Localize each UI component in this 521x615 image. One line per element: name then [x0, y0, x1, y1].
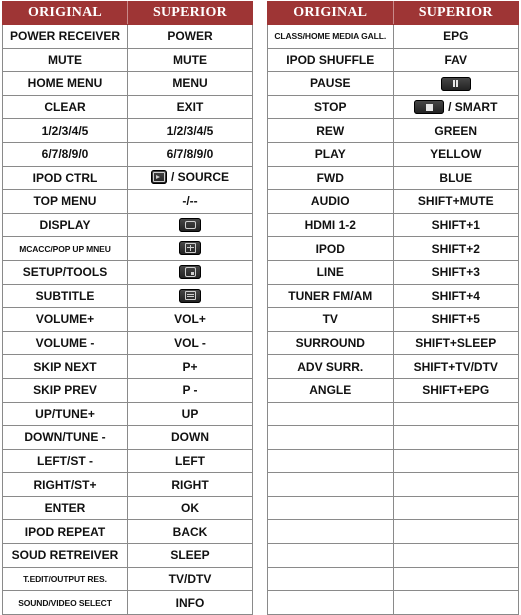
subtitle-button-icon	[179, 289, 201, 303]
superior-key-cell	[128, 213, 253, 237]
left-table-row	[3, 426, 253, 450]
original-key-cell: T.EDIT/OUTPUT RES.	[3, 567, 128, 591]
left-table-row	[3, 213, 253, 237]
left-table-row	[3, 520, 253, 544]
empty-cell	[393, 520, 519, 544]
right-empty-row	[268, 473, 519, 497]
left-table-row	[3, 402, 253, 426]
superior-key-cell: POWER	[128, 25, 253, 49]
left-table-row	[3, 142, 253, 166]
superior-key-content	[179, 241, 201, 255]
original-key-cell: ADV SURR.	[268, 355, 394, 379]
original-key-cell: POWER RECEIVER	[3, 25, 128, 49]
original-key-cell: IPOD REPEAT	[3, 520, 128, 544]
right-table-row	[268, 308, 519, 332]
empty-cell	[393, 473, 519, 497]
left-table-row	[3, 260, 253, 284]
right-table-row	[268, 95, 519, 119]
left-table-row	[3, 95, 253, 119]
original-key-cell: DISPLAY	[3, 213, 128, 237]
original-key-cell: SKIP NEXT	[3, 355, 128, 379]
left-table-row	[3, 473, 253, 497]
superior-key-cell: OK	[128, 496, 253, 520]
right-table-row	[268, 166, 519, 190]
empty-cell	[268, 544, 394, 568]
superior-key-cell	[128, 166, 253, 190]
right-mapping-table	[267, 1, 519, 615]
superior-key-cell: SHIFT+2	[393, 237, 519, 261]
left-table-row	[3, 237, 253, 261]
left-table-row	[3, 48, 253, 72]
right-table-row	[268, 213, 519, 237]
empty-cell	[268, 567, 394, 591]
original-key-cell: SUBTITLE	[3, 284, 128, 308]
superior-key-cell: -/--	[128, 190, 253, 214]
stop-button-icon	[414, 100, 444, 114]
right-header-original: ORIGINAL	[268, 2, 394, 25]
right-table-row	[268, 378, 519, 402]
empty-cell	[393, 402, 519, 426]
right-empty-row	[268, 591, 519, 615]
empty-cell	[393, 496, 519, 520]
right-table-row	[268, 48, 519, 72]
original-key-cell: SOUND/VIDEO SELECT	[3, 591, 128, 615]
right-table-row	[268, 142, 519, 166]
original-key-cell: SOUD RETREIVER	[3, 544, 128, 568]
superior-key-cell: DOWN	[128, 426, 253, 450]
original-key-cell: STOP	[268, 95, 394, 119]
superior-key-cell: 1/2/3/4/5	[128, 119, 253, 143]
original-key-cell: SETUP/TOOLS	[3, 260, 128, 284]
superior-key-cell	[128, 237, 253, 261]
right-table-row	[268, 260, 519, 284]
superior-key-cell: FAV	[393, 48, 519, 72]
right-table-row	[268, 72, 519, 96]
superior-key-cell: SHIFT+5	[393, 308, 519, 332]
right-table-row	[268, 119, 519, 143]
empty-cell	[393, 591, 519, 615]
superior-key-cell: MUTE	[128, 48, 253, 72]
original-key-cell: HOME MENU	[3, 72, 128, 96]
left-table-row	[3, 308, 253, 332]
left-table-row	[3, 190, 253, 214]
superior-key-cell: BLUE	[393, 166, 519, 190]
left-table-row	[3, 544, 253, 568]
empty-cell	[393, 449, 519, 473]
info-plus-button-icon	[179, 241, 201, 255]
original-key-cell: ENTER	[3, 496, 128, 520]
left-header-row	[3, 2, 253, 25]
right-table-row	[268, 355, 519, 379]
right-header-row	[268, 2, 519, 25]
left-mapping-table	[2, 1, 253, 615]
superior-key-cell: SHIFT+3	[393, 260, 519, 284]
left-table-row	[3, 449, 253, 473]
original-key-cell: CLASS/HOME MEDIA GALL.	[268, 25, 394, 49]
superior-key-cell: MENU	[128, 72, 253, 96]
original-key-cell: VOLUME+	[3, 308, 128, 332]
left-table-row	[3, 25, 253, 49]
right-empty-row	[268, 544, 519, 568]
left-table-row	[3, 119, 253, 143]
empty-cell	[268, 402, 394, 426]
superior-key-cell: SHIFT+MUTE	[393, 190, 519, 214]
left-table-row	[3, 378, 253, 402]
right-table-row	[268, 331, 519, 355]
superior-key-content	[151, 170, 229, 184]
right-empty-row	[268, 496, 519, 520]
superior-key-content	[179, 265, 201, 279]
original-key-cell: ANGLE	[268, 378, 394, 402]
right-table-row	[268, 190, 519, 214]
left-table-row	[3, 496, 253, 520]
superior-key-cell: VOL -	[128, 331, 253, 355]
superior-key-cell: YELLOW	[393, 142, 519, 166]
superior-key-cell: INFO	[128, 591, 253, 615]
right-empty-row	[268, 449, 519, 473]
superior-key-cell: RIGHT	[128, 473, 253, 497]
left-table-row	[3, 355, 253, 379]
superior-key-content	[414, 100, 497, 114]
original-key-cell: TOP MENU	[3, 190, 128, 214]
empty-cell	[393, 544, 519, 568]
original-key-cell: IPOD	[268, 237, 394, 261]
right-empty-row	[268, 520, 519, 544]
right-table-row	[268, 25, 519, 49]
original-key-cell: CLEAR	[3, 95, 128, 119]
original-key-cell: DOWN/TUNE -	[3, 426, 128, 450]
empty-cell	[393, 426, 519, 450]
display-button-icon	[179, 218, 201, 232]
original-key-cell: VOLUME -	[3, 331, 128, 355]
original-key-cell: UP/TUNE+	[3, 402, 128, 426]
original-key-cell: FWD	[268, 166, 394, 190]
left-header-superior: SUPERIOR	[128, 2, 253, 25]
original-key-cell: MCACC/POP UP MNEU	[3, 237, 128, 261]
right-table-row	[268, 237, 519, 261]
superior-key-cell	[393, 95, 519, 119]
left-table-row	[3, 567, 253, 591]
left-table-row	[3, 591, 253, 615]
superior-key-content	[179, 289, 201, 303]
empty-cell	[393, 567, 519, 591]
superior-key-cell	[128, 284, 253, 308]
right-table-row	[268, 284, 519, 308]
left-table-row	[3, 331, 253, 355]
original-key-cell: TV	[268, 308, 394, 332]
superior-key-cell: SHIFT+1	[393, 213, 519, 237]
empty-cell	[268, 426, 394, 450]
superior-key-cell	[393, 72, 519, 96]
original-key-cell: 6/7/8/9/0	[3, 142, 128, 166]
superior-key-cell: P+	[128, 355, 253, 379]
original-key-cell: MUTE	[3, 48, 128, 72]
superior-key-cell: SLEEP	[128, 544, 253, 568]
superior-key-content	[179, 218, 201, 232]
original-key-cell: LINE	[268, 260, 394, 284]
superior-key-cell: SHIFT+TV/DTV	[393, 355, 519, 379]
original-key-cell: PAUSE	[268, 72, 394, 96]
superior-key-cell: LEFT	[128, 449, 253, 473]
superior-key-cell	[128, 260, 253, 284]
left-table-row	[3, 166, 253, 190]
superior-key-cell: SHIFT+EPG	[393, 378, 519, 402]
superior-key-cell: 6/7/8/9/0	[128, 142, 253, 166]
empty-cell	[268, 520, 394, 544]
empty-cell	[268, 591, 394, 615]
superior-key-cell: P -	[128, 378, 253, 402]
right-empty-row	[268, 402, 519, 426]
original-key-cell: AUDIO	[268, 190, 394, 214]
right-empty-row	[268, 567, 519, 591]
right-empty-row	[268, 426, 519, 450]
original-key-cell: IPOD SHUFFLE	[268, 48, 394, 72]
tools-button-icon	[179, 265, 201, 279]
original-key-cell: HDMI 1-2	[268, 213, 394, 237]
original-key-cell: LEFT/ST -	[3, 449, 128, 473]
original-key-cell: TUNER FM/AM	[268, 284, 394, 308]
source-icon	[151, 170, 167, 184]
original-key-cell: SKIP PREV	[3, 378, 128, 402]
superior-key-content	[441, 77, 471, 91]
left-table-row	[3, 284, 253, 308]
superior-key-cell: BACK	[128, 520, 253, 544]
right-header-superior: SUPERIOR	[393, 2, 519, 25]
original-key-cell: SURROUND	[268, 331, 394, 355]
superior-key-cell: SHIFT+4	[393, 284, 519, 308]
superior-key-cell: SHIFT+SLEEP	[393, 331, 519, 355]
superior-key-label: / SMART	[448, 100, 498, 115]
original-key-cell: RIGHT/ST+	[3, 473, 128, 497]
superior-key-label: / SOURCE	[170, 170, 229, 185]
superior-key-cell: GREEN	[393, 119, 519, 143]
pause-button-icon	[441, 77, 471, 91]
superior-key-cell: VOL+	[128, 308, 253, 332]
empty-cell	[268, 496, 394, 520]
original-key-cell: 1/2/3/4/5	[3, 119, 128, 143]
original-key-cell: IPOD CTRL	[3, 166, 128, 190]
superior-key-cell: EPG	[393, 25, 519, 49]
superior-key-cell: UP	[128, 402, 253, 426]
original-key-cell: REW	[268, 119, 394, 143]
empty-cell	[268, 449, 394, 473]
left-table-row	[3, 72, 253, 96]
original-key-cell: PLAY	[268, 142, 394, 166]
superior-key-cell: TV/DTV	[128, 567, 253, 591]
superior-key-cell: EXIT	[128, 95, 253, 119]
left-header-original: ORIGINAL	[3, 2, 128, 25]
empty-cell	[268, 473, 394, 497]
